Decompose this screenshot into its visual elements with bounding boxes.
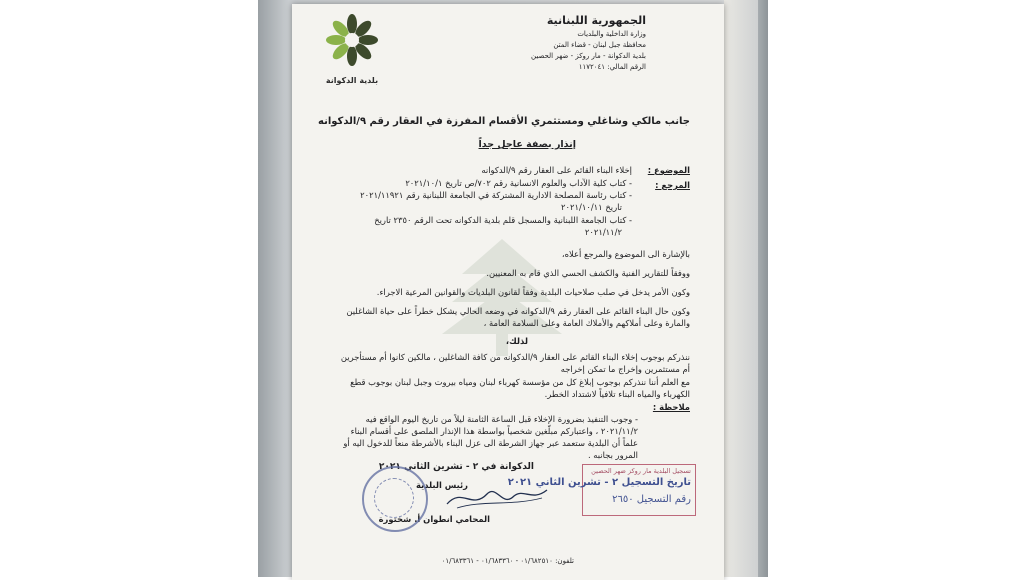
reference-line: - كتاب كلية الآداب والعلوم الانسانية رقم ٧٠٢/ص تاريخ ٢٠٢١/١٠/١ bbox=[405, 178, 632, 188]
stamp-date: تاريخ التسجيل ٢ - تشرين الثاني ٢٠٢١ bbox=[507, 477, 691, 488]
stamp-line: تسجيل البلدية مار روكز ضهر الحصين bbox=[591, 467, 691, 475]
reference-line: - كتاب الجامعة اللبنانية والمسجل قلم بلدية الدكوانه تحت الرقم ٢٣٥٠ تاريخ bbox=[374, 215, 632, 225]
note-line: المرور بجانبه . bbox=[587, 450, 638, 460]
cedar-watermark-icon bbox=[422, 234, 582, 364]
body-line: وكون الأمر يدخل في صلب صلاحيات البلدية وفقاً لقانون البلديات والقوانين المرعية الاجراء. bbox=[376, 287, 690, 297]
note-line: علماً أن البلدية ستعمد عبر جهاز الشرطة الى عزل البناء بالأشرطة منعاً للدخول اليه أو bbox=[343, 438, 638, 448]
reference-line: ٢٠٢١/١١/٢ bbox=[584, 227, 622, 237]
order-line: الكهرباء والمياه البناء تلافياً لاشتداد الخطر. bbox=[544, 389, 690, 399]
order-line: ننذركم بوجوب إخلاء البناء القائم على العقار ٩/الدكوانه من كافة الشاغلين ، مالكين كانوا أم مستأجرين bbox=[340, 352, 690, 362]
reference-label: المرجع : bbox=[655, 180, 690, 190]
header-municipality: بلدية الدكوانة - مار روكز - ضهر الحصين bbox=[531, 52, 646, 60]
signature-scribble-icon bbox=[442, 482, 552, 512]
subject-label: الموضوع : bbox=[647, 165, 690, 175]
right-margin bbox=[734, 0, 1024, 577]
footer-phone: تلفون: ٠١/٦٨٢٥١٠ - ٠١/٦٨٣٣٦٠ - ٠١/٦٨٣٣٦١ bbox=[441, 557, 574, 565]
signature-role: رئيس البلدية bbox=[415, 480, 468, 490]
body-line: ووفقاً للتقارير الفنية والكشف الحسي الذي قام به المعنيين. bbox=[486, 268, 690, 278]
document-subtitle: إنذار بصفة عاجل جداً bbox=[478, 139, 576, 150]
header-finance-number: الرقم المالي: ١١٧٢٠٤١ bbox=[578, 63, 646, 71]
under-sheet bbox=[724, 0, 758, 577]
header-ministry: وزارة الداخلية والبلديات bbox=[577, 30, 646, 38]
document-title: جانب مالكي وشاغلي ومستثمري الأقسام المفرزة في العقار رقم ٩/الدكوانه bbox=[318, 116, 690, 127]
order-line: مع العلم أننا ننذركم بوجوب إبلاغ كل من مؤسسة كهرباء لبنان ومياه بيروت وجبل لبنان بوجوب قطع bbox=[350, 377, 690, 387]
order-line: أم مستثمرين وإخراج ما تمكن إخراجه bbox=[560, 364, 690, 374]
subject-text: إخلاء البناء القائم على العقار رقم ٩/الدكوانه bbox=[481, 165, 632, 175]
note-label: ملاحظة : bbox=[652, 402, 690, 412]
municipality-seal-icon bbox=[362, 466, 428, 532]
therefore-heading: لذلك، bbox=[505, 336, 528, 346]
reference-line: تاريخ ٢٠٢١/١٠/١١ bbox=[561, 202, 622, 212]
header-governorate: محافظة جبل لبنان - قضاء المتن bbox=[553, 41, 646, 49]
registration-stamp bbox=[507, 464, 696, 516]
reference-line: - كتاب رئاسة المصلحة الادارية المشتركة في الجامعة اللبنانية رقم ٢٠٢١/١١٩٢١ bbox=[360, 190, 632, 200]
header-republic: الجمهورية اللبنانية bbox=[546, 14, 646, 27]
stamp-number: رقم التسجيل ٢٦٥٠ bbox=[612, 494, 691, 505]
municipality-logo-icon bbox=[322, 10, 382, 76]
place-date: الدكوانة في ٢ - تشرين الثاني ٢٠٢١ bbox=[378, 462, 534, 472]
logo-label: بلدية الدكوانة bbox=[325, 76, 379, 85]
body-line: بالإشارة الى الموضوع والمرجع أعلاه، bbox=[561, 249, 690, 259]
note-line: ٢٠٢١/١١/٢ ، واعتباركم مبلّغين شخصياً بواسطة هذا الإنذار الملصق على أقسام البناء bbox=[350, 426, 638, 436]
signature-name: المحامي انطوان أ. شختورة bbox=[378, 514, 490, 524]
document-page bbox=[292, 4, 724, 580]
body-line: والمارة وعلى أملاكهم والأملاك العامة وعلى السلامة العامة ، bbox=[483, 318, 690, 328]
left-margin bbox=[0, 0, 290, 577]
body-line: وكون حال البناء القائم على العقار رقم ٩/الدكوانه في وضعه الحالي يشكل خطراً على حياة الشاغلين bbox=[346, 306, 690, 316]
note-line: - وجوب التنفيذ بضرورة الإخلاء قبل الساعة الثامنة ليلاً من تاريخ اليوم الواقع فيه bbox=[365, 414, 638, 424]
